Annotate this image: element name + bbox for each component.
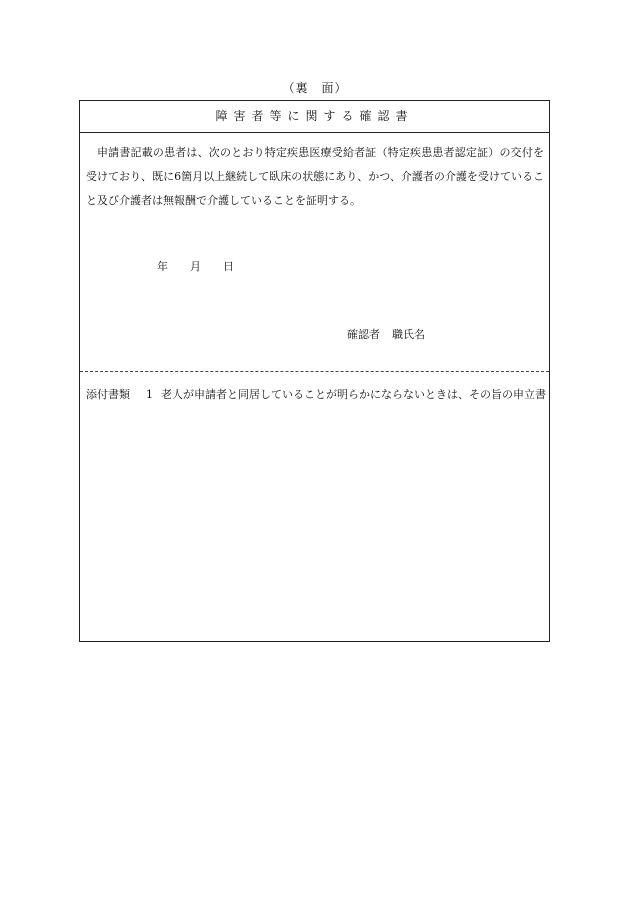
attachments-label: 添付書類 <box>86 388 130 401</box>
month-label: 月 <box>190 260 201 273</box>
page-side-label: （裏 面） <box>282 81 348 95</box>
attachment-item-number: 1 <box>146 388 153 401</box>
form-title: 障害者等に関する確認書 <box>80 101 549 133</box>
confirmer-label: 確認者 <box>347 328 380 341</box>
year-label: 年 <box>157 260 168 273</box>
confirmation-form <box>79 100 550 642</box>
confirmer-title-name-label: 職氏名 <box>392 328 425 341</box>
confirmer-line <box>347 326 425 342</box>
date-line <box>157 258 234 274</box>
attachment-item-text: 老人が申請者と同居していることが明らかにならないときは、その旨の申立書 <box>161 388 546 401</box>
dashed-divider <box>80 371 549 372</box>
day-label: 日 <box>223 260 234 273</box>
certification-statement: 申請書記載の患者は、次のとおり特定疾患医療受給者証（特定疾患患者認定証）の交付を受けており、既に6箇月以上継続して臥床の状態にあり、かつ、介護者の介護を受けていること及び介護者は無報酬で介護していることを証明する。 <box>86 146 544 207</box>
